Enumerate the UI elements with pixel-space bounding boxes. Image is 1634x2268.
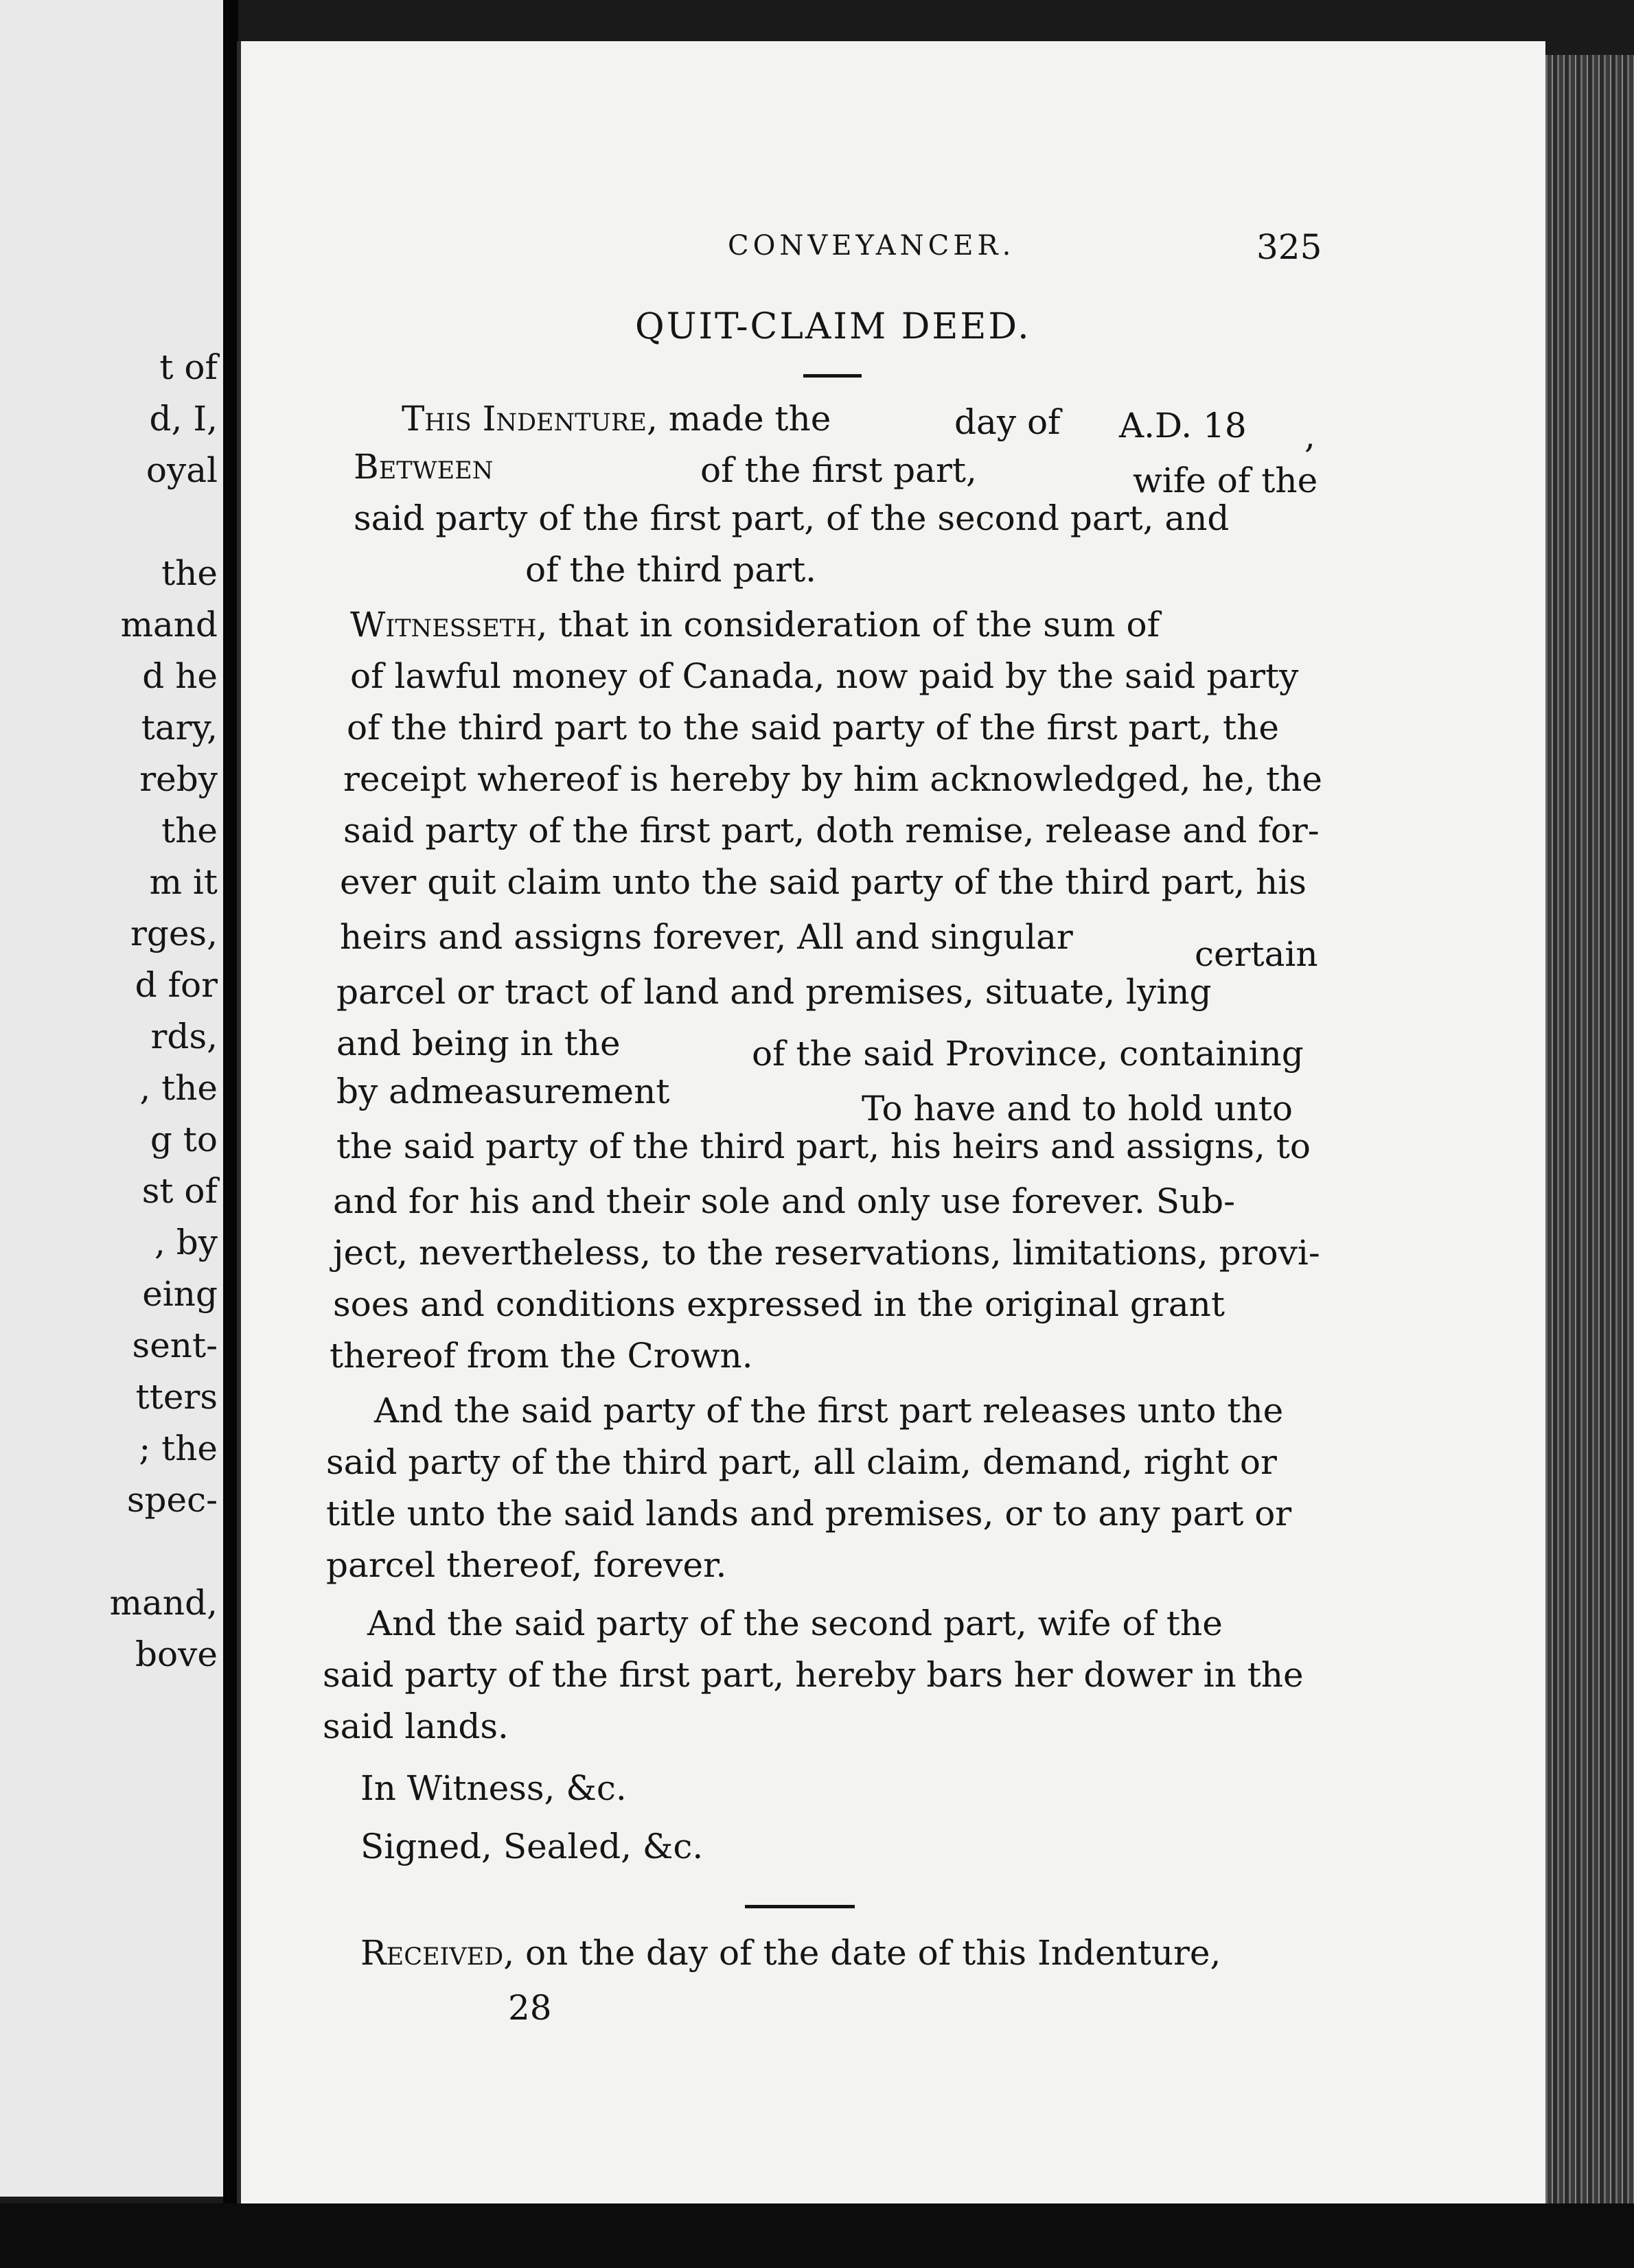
left-page-fragment: d, I, bbox=[149, 399, 218, 439]
page-number: 325 bbox=[1256, 227, 1322, 267]
deed-line: wife of the bbox=[1133, 461, 1318, 500]
left-page-fragment: d for bbox=[135, 965, 218, 1005]
deed-line: of the first part, bbox=[700, 450, 977, 490]
deed-line: said lands. bbox=[323, 1706, 509, 1746]
running-title: CONVEYANCER. bbox=[728, 230, 1015, 262]
left-page-fragment: bove bbox=[135, 1634, 218, 1674]
deed-line: ever quit claim unto the said party of the third part, his bbox=[340, 862, 1307, 902]
deed-line: A.D. 18 bbox=[1119, 406, 1247, 445]
left-page-fragment: mand bbox=[120, 605, 218, 645]
left-page-fragment: sent- bbox=[132, 1326, 218, 1365]
left-page-fragment: rges, bbox=[130, 914, 218, 953]
title-rule bbox=[803, 374, 862, 378]
deed-line: by admeasurement bbox=[336, 1072, 670, 1111]
deed-line: Witnesseth, that in consideration of the sum of bbox=[350, 605, 1160, 645]
left-page-fragment: the bbox=[161, 553, 218, 593]
deed-line: and being in the bbox=[336, 1023, 621, 1063]
deed-line: heirs and assigns forever, All and singular bbox=[340, 917, 1073, 957]
left-page bbox=[0, 0, 233, 2197]
signature-mark: 28 bbox=[508, 1988, 552, 2028]
deed-line: thereof from the Crown. bbox=[330, 1336, 753, 1376]
left-page-fragment: spec- bbox=[126, 1480, 218, 1520]
deed-line: , bbox=[1304, 416, 1315, 456]
deed-line: said party of the third part, all claim, demand, right or bbox=[326, 1442, 1277, 1482]
deed-line: Received, on the day of the date of this Indenture, bbox=[360, 1933, 1221, 1973]
left-page-fragment: tters bbox=[135, 1377, 218, 1417]
deed-line: In Witness, &c. bbox=[360, 1768, 627, 1808]
left-page-fragment: eing bbox=[142, 1274, 218, 1314]
deed-line: and for his and their sole and only use forever. Sub- bbox=[333, 1181, 1236, 1221]
deed-line: receipt whereof is hereby by him acknowledged, he, the bbox=[343, 759, 1322, 799]
deed-line: day of bbox=[954, 402, 1061, 442]
deed-line: This Indenture, made the bbox=[402, 399, 831, 439]
deed-line: of lawful money of Canada, now paid by the said party bbox=[350, 656, 1299, 696]
left-page-fragment: d he bbox=[142, 656, 218, 696]
deed-line: of the third part. bbox=[525, 550, 817, 590]
deed-line: And the said party of the first part releases unto the bbox=[374, 1391, 1284, 1431]
left-page-fragment: m it bbox=[149, 862, 218, 902]
deed-line: Signed, Sealed, &c. bbox=[360, 1827, 704, 1866]
deed-line: certain bbox=[1195, 934, 1318, 974]
deed-line: said party of the first part, doth remise, release and for- bbox=[343, 811, 1320, 850]
left-page-fragment: st of bbox=[141, 1171, 218, 1211]
book-gutter bbox=[223, 0, 238, 2268]
left-page-fragment: , by bbox=[154, 1223, 218, 1262]
left-page-fragment: ; the bbox=[139, 1428, 218, 1468]
left-page-fragment: oyal bbox=[146, 450, 218, 490]
deed-line: of the said Province, containing bbox=[752, 1034, 1304, 1074]
left-page-fragment: g to bbox=[150, 1120, 218, 1159]
deed-line: parcel thereof, forever. bbox=[326, 1545, 727, 1585]
page-edges bbox=[1541, 55, 1634, 2210]
left-page-fragment: mand, bbox=[109, 1583, 218, 1623]
left-page-fragment: t of bbox=[159, 347, 218, 387]
deed-line: soes and conditions expressed in the original grant bbox=[333, 1284, 1225, 1324]
scan-border bbox=[0, 2203, 1634, 2268]
deed-line: the said party of the third part, his heirs and assigns, to bbox=[336, 1126, 1311, 1166]
deed-line: To have and to hold unto bbox=[862, 1089, 1293, 1129]
deed-title: QUIT-CLAIM DEED. bbox=[635, 306, 1031, 347]
section-rule bbox=[745, 1905, 855, 1908]
left-page-fragment: the bbox=[161, 811, 218, 850]
deed-line: title unto the said lands and premises, or to any part or bbox=[326, 1494, 1292, 1534]
deed-line: ject, nevertheless, to the reservations, limitations, provi- bbox=[333, 1233, 1320, 1273]
deed-line: Between bbox=[354, 447, 494, 487]
left-page-fragment: rds, bbox=[150, 1017, 218, 1056]
deed-line: said party of the first part, hereby bars her dower in the bbox=[323, 1655, 1304, 1695]
deed-line: of the third part to the said party of the first part, the bbox=[347, 708, 1279, 748]
deed-line: said party of the first part, of the second part, and bbox=[354, 498, 1230, 538]
deed-line: And the said party of the second part, wife of the bbox=[367, 1604, 1223, 1643]
left-page-fragment: , the bbox=[139, 1068, 218, 1108]
deed-line: parcel or tract of land and premises, situate, lying bbox=[336, 972, 1212, 1012]
left-page-fragment: reby bbox=[139, 759, 218, 799]
left-page-fragment: tary, bbox=[141, 708, 218, 748]
